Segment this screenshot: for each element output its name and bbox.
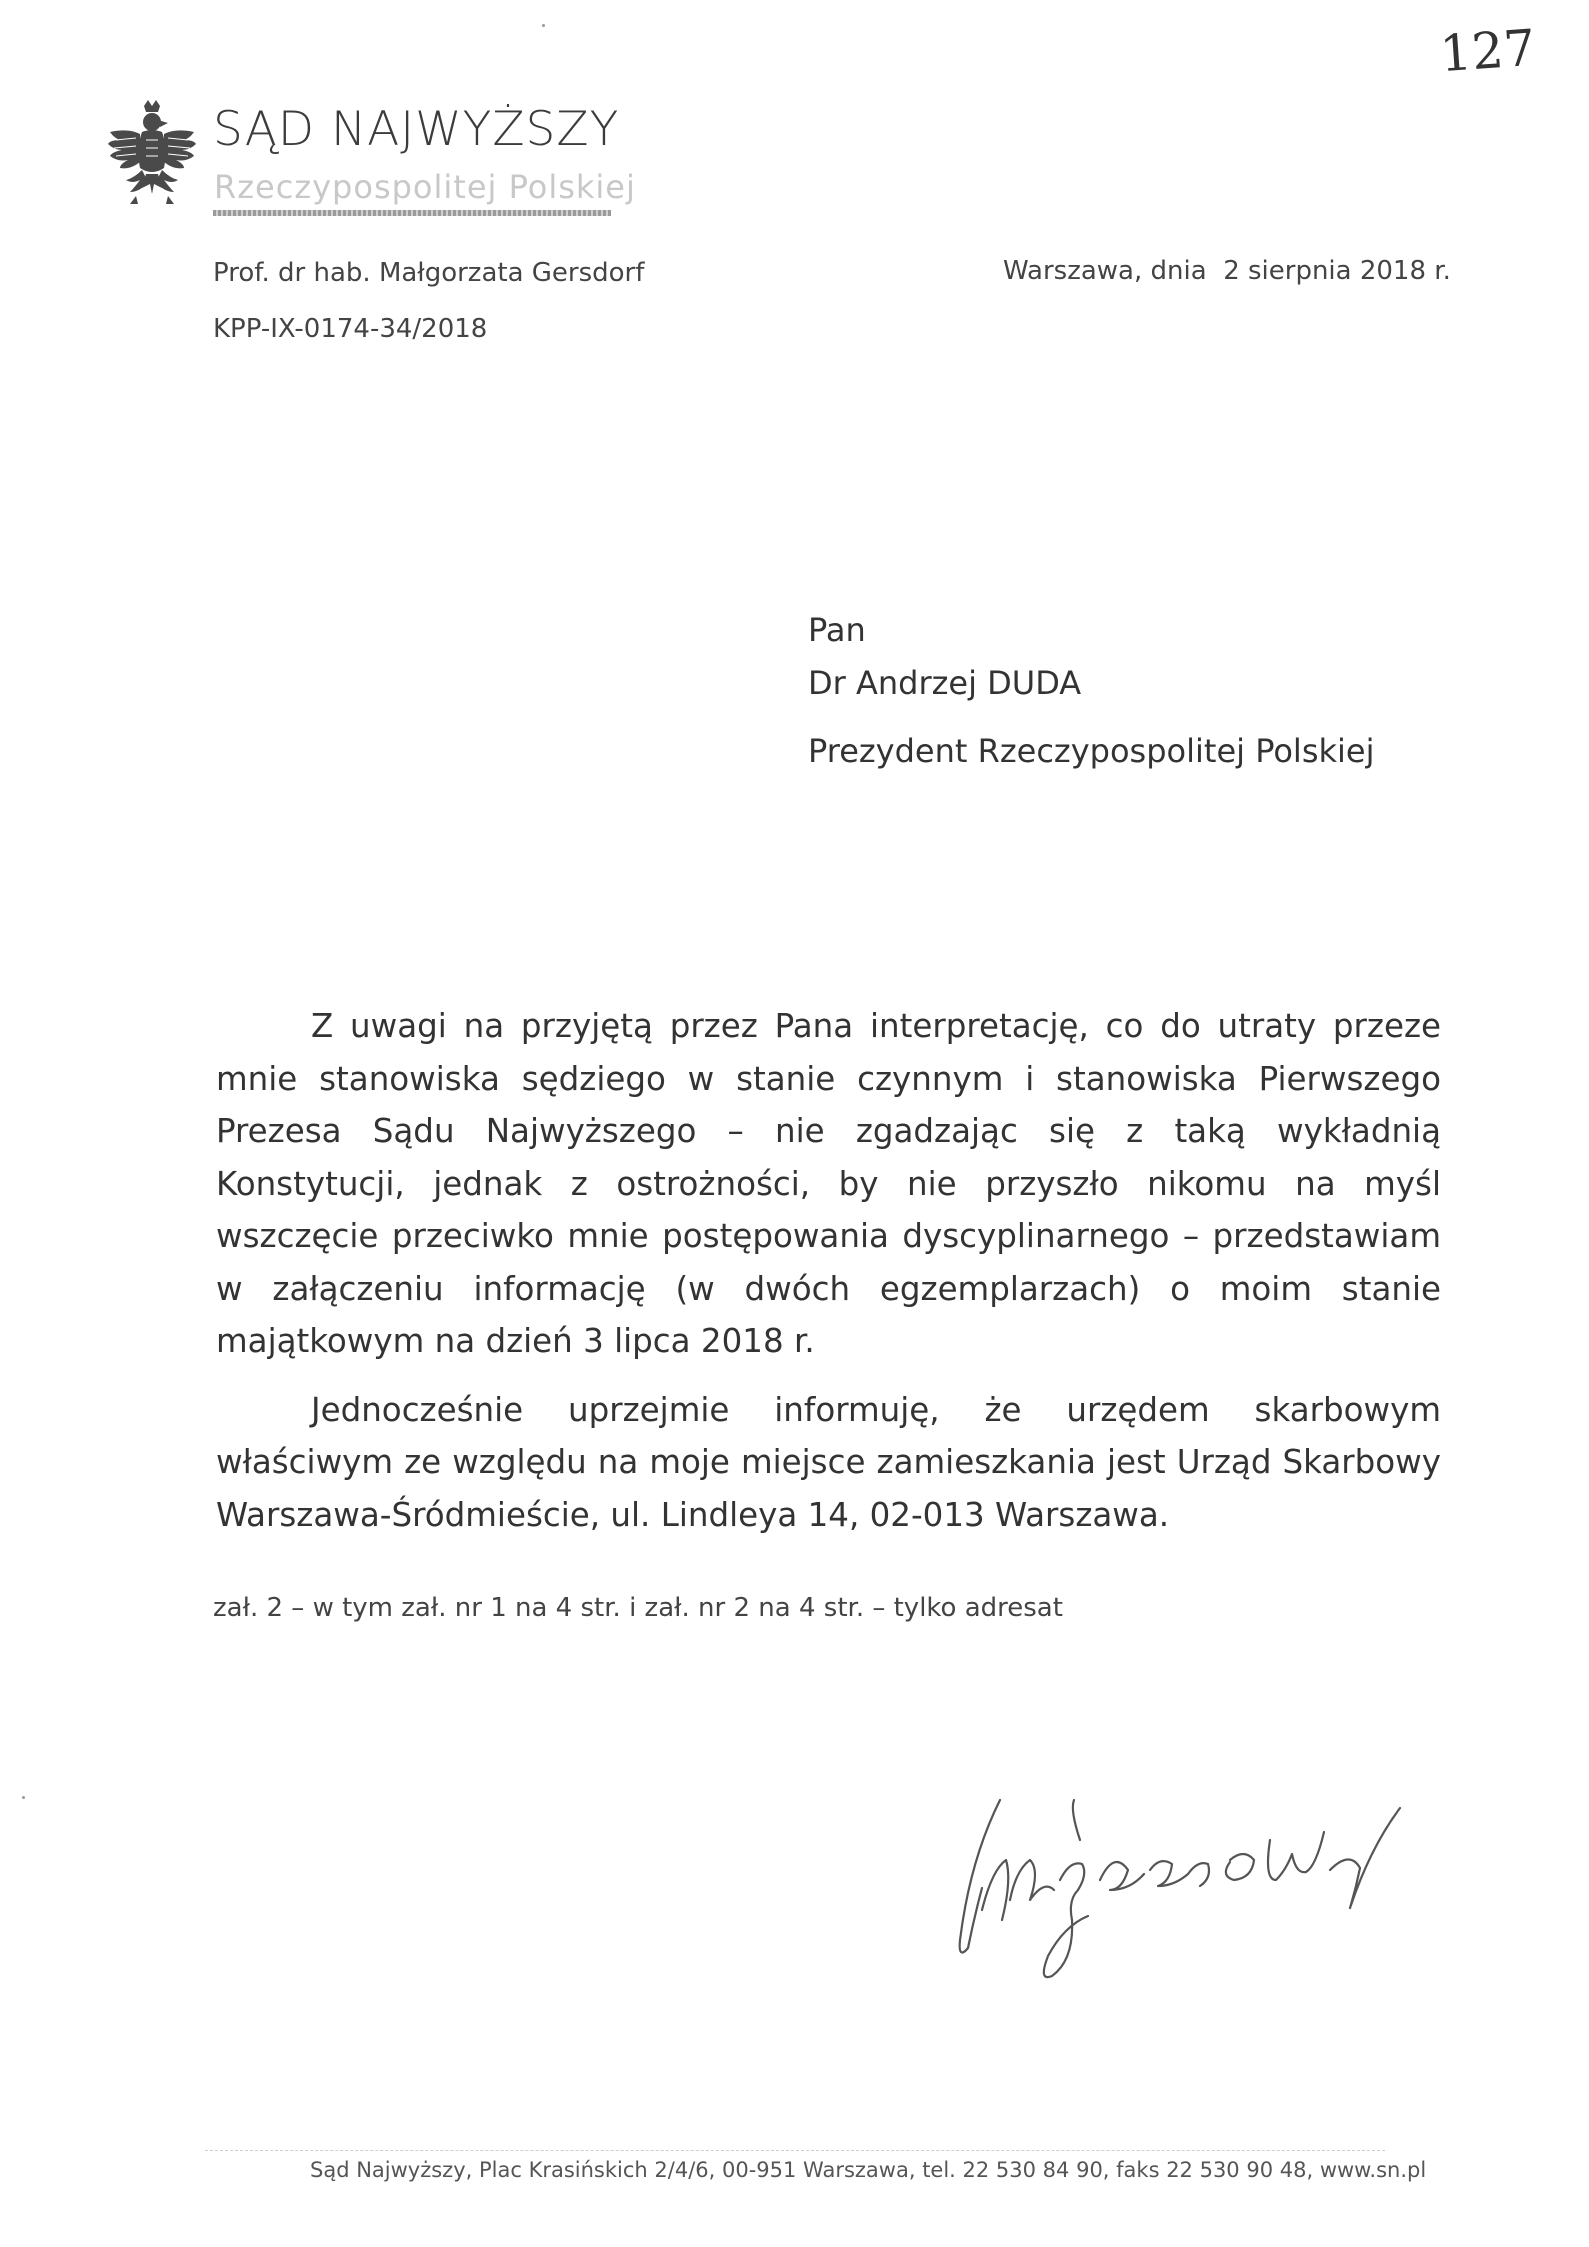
addressee-title: Prezydent Rzeczypospolitej Polskiej [808,732,1375,770]
reference-number: KPP-IX-0174-34/2018 [213,314,488,344]
body-paragraph: Jednocześnie uprzejmie informuję, że urzędem skarbowym właściwym ze względu na moje miejsce zamieszkania jest Urząd Skarbowy Warszawa-Śródmieście, ul. Lindleya 14, 02-013 Warszawa. [216,1390,1441,1534]
footer-contact: Sąd Najwyższy, Plac Krasińskich 2/4/6, 00-951 Warszawa, tel. 22 530 84 90, faks 22 530 90 48, www.sn.pl [310,2158,1427,2182]
handwritten-signature-icon [930,1760,1510,2000]
addressee-name: Dr Andrzej DUDA [808,664,1082,702]
scan-speck [22,1796,25,1799]
org-subtitle: Rzeczypospolitej Polskiej [214,168,636,206]
sender-name: Prof. dr hab. Małgorzata Gersdorf [213,258,645,288]
page-number: 127 [1438,18,1538,84]
enclosure-note: zał. 2 – w tym zał. nr 1 na 4 str. i zał. nr 2 na 4 str. – tylko adresat [213,1593,1063,1623]
letter-body [216,1000,1441,1557]
addressee-salutation: Pan [808,611,866,649]
letter-date: Warszawa, dnia 2 sierpnia 2018 r. [1003,256,1451,286]
org-name: SĄD NAJWYŻSZY [213,102,620,157]
scan-speck [542,24,545,27]
body-paragraph: Z uwagi na przyjętą przez Pana interpretację, co do utraty przeze mnie stanowiska sędziego w stanie czynnym i stanowiska Pierwszego Prezesa Sądu Najwyższego – nie zgadzając się z taką wykładnią Konstytucji, jednak z ostrożności, by nie przyszło nikomu na myśl wszczęcie przeciwko mnie postępowania dyscyplinarnego – przedstawiam w załączeniu informację (w dwóch egzemplarzach) o moim stanie majątkowym na dzień 3 lipca 2018 r. [216,1007,1441,1360]
footer-divider [205,2150,1385,2151]
polish-eagle-emblem-icon [106,100,198,210]
letterhead-rule [213,210,611,216]
